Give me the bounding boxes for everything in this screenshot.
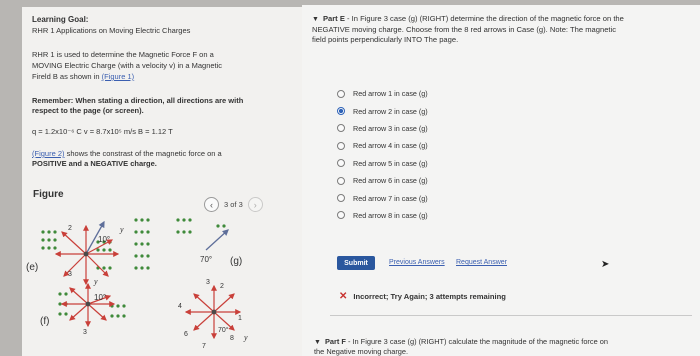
case-g-num-2: 2 — [220, 283, 224, 290]
part-e-prompt — [312, 14, 692, 45]
radio-button[interactable] — [337, 211, 345, 219]
case-g-num-1: 1 — [238, 315, 242, 322]
case-f-num-3: 3 — [83, 329, 87, 336]
learning-goal-subtitle: RHR 1 Applications on Moving Electric Charges — [32, 26, 191, 35]
case-g-y: y — [244, 333, 248, 342]
option-row[interactable] — [337, 155, 497, 172]
chevron-right-icon[interactable]: › — [248, 197, 263, 212]
part-e-line-2: NEGATIVE moving charge. Choose from the 8 red arrows in Case (g). Note: The magnetic — [312, 25, 617, 34]
intro-line-3-text: Fireld B as shown in — [32, 72, 102, 81]
case-f-y: y — [94, 277, 98, 286]
option-label: Red arrow 3 in case (g) — [353, 123, 428, 133]
case-e-y: y — [120, 225, 124, 234]
remember-line-1: Remember: When stating a direction, all directions are with — [32, 96, 244, 105]
figure-pager — [204, 196, 274, 213]
radio-button[interactable] — [337, 124, 345, 132]
case-f-angle: 10° — [94, 293, 107, 302]
section-divider — [330, 315, 692, 316]
case-g-num-6: 6 — [184, 331, 188, 338]
option-label: Red arrow 4 in case (g) — [353, 141, 428, 151]
caret-down-icon[interactable]: ▼ — [314, 339, 321, 346]
case-e — [26, 222, 124, 284]
caret-down-icon[interactable]: ▼ — [312, 16, 319, 23]
case-g-num-4: 4 — [178, 303, 182, 310]
feedback-message — [339, 291, 506, 302]
option-label: Red arrow 6 in case (g) — [353, 176, 428, 186]
case-g-angle-2: 70° — [218, 327, 229, 334]
case-f — [40, 277, 114, 336]
part-e-line-1: - In Figure 3 case (g) (RIGHT) determine the direction of the magnetic force on the — [344, 14, 624, 23]
case-f-label: (f) — [40, 316, 50, 327]
option-row[interactable] — [337, 137, 497, 154]
intro-line-1: RHR 1 is used to determine the Magnetic Force F on a — [32, 50, 214, 59]
figure-title: Figure — [33, 189, 64, 200]
mouse-cursor-icon: ➤ — [601, 259, 610, 270]
option-row[interactable] — [337, 172, 497, 189]
radio-button[interactable] — [337, 159, 345, 167]
option-label: Red arrow 2 in case (g) — [353, 106, 428, 116]
figure-1-link[interactable]: (Figure 1) — [101, 72, 135, 81]
given-values: q = 1.2x10⁻⁶ C v = 8.7x10⁵ m/s B = 1.12 T — [32, 127, 173, 136]
option-row[interactable] — [337, 102, 497, 119]
case-e-num-2: 2 — [68, 225, 72, 232]
case-e-angle: 10° — [98, 235, 111, 244]
case-g-label: (g) — [230, 256, 243, 267]
case-e-label: (e) — [26, 262, 39, 273]
part-e-line-3: field points perpendicularly INTO The page. — [312, 35, 459, 44]
answer-options — [337, 85, 497, 224]
option-row[interactable] — [337, 120, 497, 137]
option-label: Red arrow 1 in case (g) — [353, 89, 428, 99]
part-f-line-2: the Negative moving charge. — [314, 347, 409, 356]
case-g-angle-1: 70° — [200, 255, 213, 264]
case-g-num-7: 7 — [202, 343, 206, 350]
previous-answers-link[interactable]: Previous Answers — [389, 259, 445, 266]
figure-2-link[interactable]: (Figure 2) — [32, 149, 65, 158]
feedback-text: Incorrect; Try Again; 3 attempts remaining — [353, 292, 506, 301]
remember-line-2: respect to the page (or screen). — [32, 106, 144, 115]
figure-3-diagram — [28, 212, 278, 352]
part-f-line-1: - In Figure 3 case (g) (RIGHT) calculate the magnitude of the magnetic force on — [345, 337, 608, 346]
case-g-num-8: 8 — [230, 335, 234, 342]
case-g-num-3: 3 — [206, 279, 210, 286]
radio-button[interactable] — [337, 177, 345, 185]
intro-line-2: MOVING Electric Charge (with a velocity v) in a Magnetic — [32, 61, 223, 70]
x-icon: ✕ — [339, 291, 348, 302]
figure-2-text: shows the constrast of the magnetic force on a — [64, 149, 222, 158]
case-g — [178, 230, 248, 350]
intro-line-3 — [32, 72, 134, 82]
option-label: Red arrow 8 in case (g) — [353, 210, 428, 220]
request-answer-link[interactable]: Request Answer — [456, 259, 507, 266]
figure-2-line-2: POSITIVE and a NEGATIVE charge. — [32, 159, 157, 168]
part-f-label: Part F — [324, 337, 346, 346]
radio-button[interactable] — [337, 142, 345, 150]
radio-button-selected[interactable] — [337, 107, 345, 115]
option-label: Red arrow 5 in case (g) — [353, 158, 428, 168]
radio-button[interactable] — [337, 194, 345, 202]
option-row[interactable] — [337, 207, 497, 224]
option-label: Red arrow 7 in case (g) — [353, 193, 428, 203]
pager-text: 3 of 3 — [224, 200, 243, 209]
part-f-prompt — [314, 337, 694, 356]
case-e-num-3: 3 — [68, 271, 72, 278]
chevron-left-icon[interactable]: ‹ — [204, 197, 219, 212]
figure-2-line — [32, 149, 222, 159]
field-dots-f — [58, 292, 125, 317]
submit-button[interactable]: Submit — [337, 256, 375, 270]
option-row[interactable] — [337, 189, 497, 206]
part-e-label: Part E — [322, 14, 345, 23]
option-row[interactable] — [337, 85, 497, 102]
learning-goal-title: Learning Goal: — [32, 15, 89, 24]
radio-button[interactable] — [337, 90, 345, 98]
